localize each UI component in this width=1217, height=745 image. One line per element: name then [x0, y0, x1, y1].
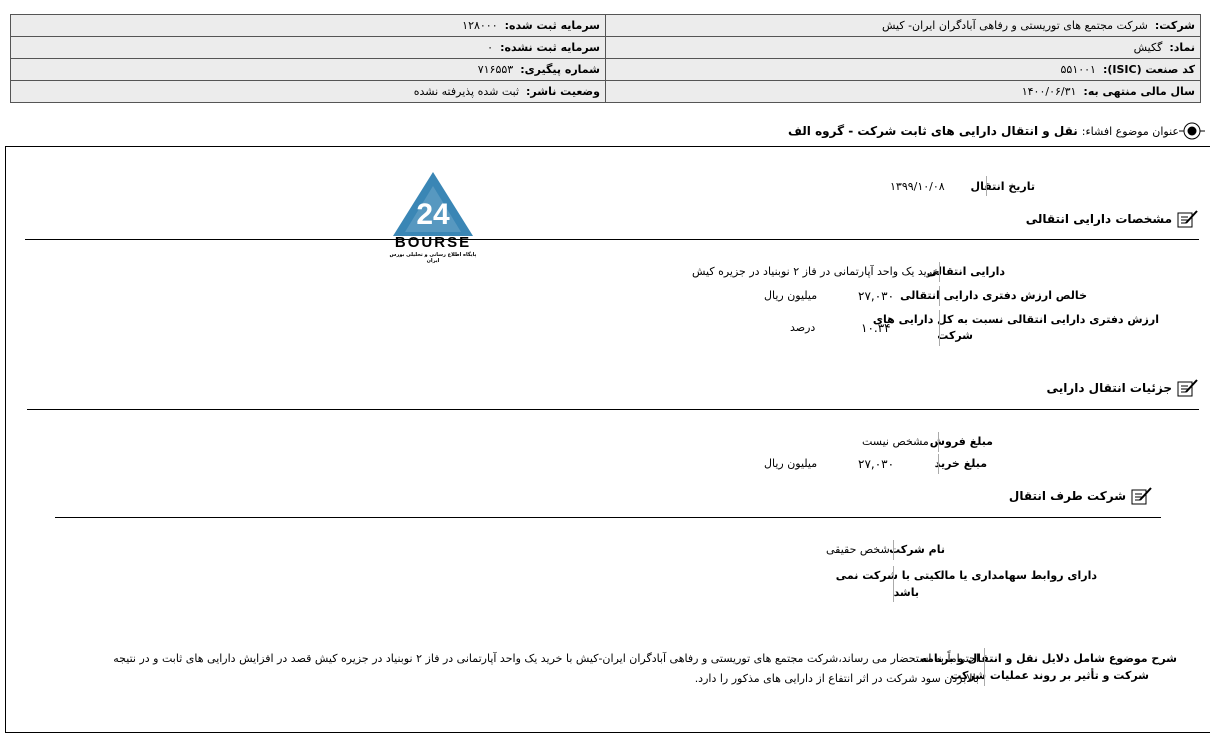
- info-row: [11, 81, 1201, 103]
- explanation-label-cont: شرکت و تأثیر بر روند عملیات شرکت: [950, 669, 1149, 682]
- ratio-unit: درصد: [790, 321, 816, 334]
- company-name-label: نام شرکت: [889, 543, 945, 556]
- company-info-table: [10, 14, 1201, 103]
- purchase-amount-unit: میلیون ریال: [764, 457, 818, 470]
- explanation-label: شرح موضوع شامل دلایل نقل و انتقال و برنامه: [920, 652, 1177, 665]
- divider: [986, 176, 987, 196]
- logo-word: BOURSE: [394, 234, 472, 251]
- divider: [893, 566, 894, 602]
- topic-prefix: عنوان موضوع افشاء:: [1081, 124, 1179, 138]
- publisher-status-value: ثبت شده پذیرفته نشده: [413, 85, 520, 98]
- explanation-text: احتراماً به استحضار می رساند،شرکت مجتمع های توریستی و رفاهی آبادگران ایران-کیش با خرید یک واحد آپارتمانی در فاز ۲ نوبنیاد در جزیره کیش قصد در افزایش دارایی های ثابت و در نتیجه: [113, 652, 979, 665]
- info-row: [11, 59, 1201, 81]
- asset-value: خرید یک واحد آپارتمانی در فاز ۲ نوبنیاد در جزیره کیش: [692, 265, 940, 278]
- symbol-value: گکیش: [1133, 41, 1163, 54]
- sale-amount-value: مشخص نیست: [862, 435, 929, 448]
- explanation-text-cont: بالابردن سود شرکت در اثر انتفاع از دارایی های مذکور را دارد.: [694, 672, 979, 685]
- transfer-date-value: ۱۳۹۹/۱۰/۰۸: [890, 180, 945, 193]
- sale-amount-label: مبلغ فروش: [929, 435, 993, 448]
- counterparty-section-header: [1009, 485, 1153, 507]
- edit-note-icon: [1177, 209, 1199, 229]
- divider: [938, 454, 939, 474]
- registered-capital-cell: سرمایه ثبت شده: ۱۲۸۰۰۰: [11, 15, 606, 37]
- fiscal-year-value: ۱۴۰۰/۰۶/۳۱: [1021, 85, 1077, 98]
- info-row: [11, 37, 1201, 59]
- tracking-value: ۷۱۶۵۵۳: [477, 63, 514, 76]
- divider: [893, 540, 894, 560]
- relation-label: دارای روابط سهامداری یا مالکیتی با شرکت نمی: [835, 569, 1097, 582]
- edit-note-icon: [1177, 378, 1199, 398]
- counterparty-section-title: شرکت طرف انتقال: [1008, 489, 1126, 503]
- registered-capital-value: ۱۲۸۰۰۰: [462, 19, 498, 32]
- company-cell: شرکت: شرکت مجتمع های توریستی و رفاهی آبادگران ایران- کیش: [606, 15, 1201, 37]
- edit-note-icon: [1131, 486, 1153, 506]
- details-section-title: جزئیات انتقال دارایی: [1046, 381, 1172, 395]
- book-value-label: خالص ارزش دفتری دارایی انتقالی: [900, 289, 1087, 302]
- symbol-cell: نماد: گکیش: [606, 37, 1201, 59]
- section-rule: [25, 239, 1199, 240]
- section-rule: [27, 409, 1199, 410]
- company-name: شرکت مجتمع های توریستی و رفاهی آبادگران ایران- کیش: [882, 19, 1148, 32]
- section-rule: [55, 517, 1161, 518]
- divider: [939, 310, 940, 346]
- ratio-label-cont: شرکت: [937, 329, 973, 342]
- isic-cell: کد صنعت (ISIC): ۵۵۱۰۰۱: [606, 59, 1201, 81]
- bourse-logo: [385, 170, 481, 262]
- logo-tagline: پایگاه اطلاع رسانی و تحلیلی بورس ایران: [389, 252, 477, 264]
- unregistered-capital-value: ۰: [487, 41, 494, 54]
- transfer-date-label: تاریخ انتقال: [970, 180, 1035, 193]
- logo-number: 24: [416, 198, 450, 231]
- divider: [938, 432, 939, 452]
- divider: [939, 286, 940, 306]
- target-icon: [1183, 120, 1205, 142]
- purchase-amount-value: ۲۷,۰۳۰: [858, 457, 895, 471]
- disclosure-topic: [788, 120, 1205, 142]
- topic-title: نقل و انتقال دارایی های ثابت شرکت - گروه الف: [787, 124, 1078, 138]
- purchase-amount-label: مبلغ خرید: [934, 457, 987, 470]
- company-name-value: شخص حقیقی: [826, 543, 890, 556]
- report-frame: [5, 146, 1210, 733]
- isic-value: ۵۵۱۰۰۱: [1060, 63, 1096, 76]
- asset-label: دارایی انتقالی: [926, 265, 1005, 278]
- asset-section-title: مشخصات دارایی انتقالی: [1025, 212, 1172, 226]
- book-value: ۲۷,۰۳۰: [858, 289, 895, 303]
- relation-label-cont: باشد: [893, 586, 919, 599]
- ratio-value: ۱۰.۳۴: [861, 321, 891, 335]
- divider: [984, 648, 985, 686]
- asset-section-header: [1026, 208, 1199, 230]
- ratio-label: ارزش دفتری دارایی انتقالی نسبت به کل دارایی های: [872, 313, 1159, 326]
- details-section-header: [1047, 377, 1199, 399]
- fiscal-year-cell: سال مالی منتهی به: ۱۴۰۰/۰۶/۳۱: [606, 81, 1201, 103]
- book-value-unit: میلیون ریال: [764, 289, 818, 302]
- unregistered-capital-cell: سرمایه ثبت نشده: ۰: [11, 37, 606, 59]
- info-row: [11, 15, 1201, 37]
- tracking-cell: شماره پیگیری: ۷۱۶۵۵۳: [11, 59, 606, 81]
- publisher-status-cell: وضعیت ناشر: ثبت شده پذیرفته نشده: [11, 81, 606, 103]
